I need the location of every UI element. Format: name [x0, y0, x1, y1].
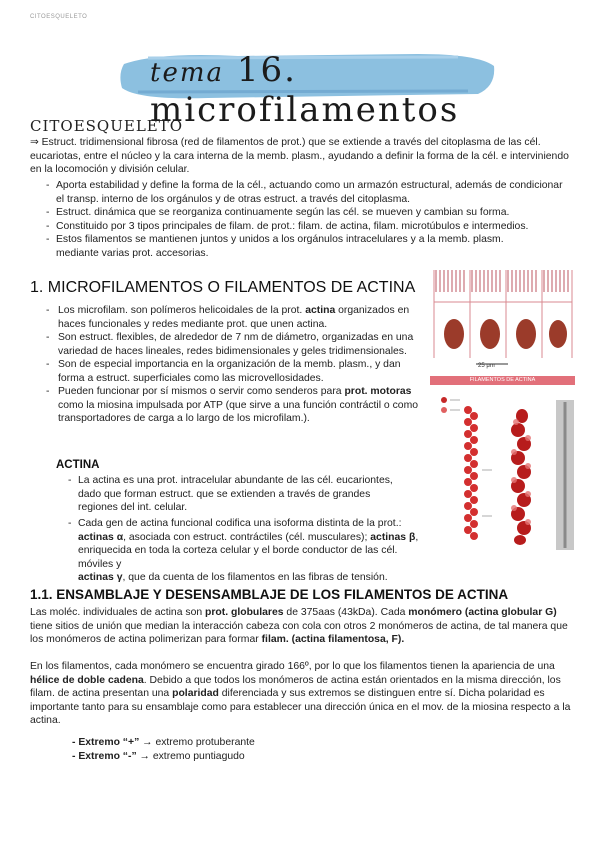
list-item-continued: actinas γ, que da cuenta de los filamentos en las fibras de tensión. [78, 572, 388, 583]
ensamblaje-paragraph-1: Las moléc. individuales de actina son prot. globulares de 375aas (43kDa). Cada monómero (actina globular G) tiene sitios de unión que median la interacción cabeza con cola con otros 2 monómeros de actina, de tal manera que los monómeros de actina polimerizan para formar filam. (actina filamentosa, F). [30, 607, 568, 645]
list-item: - Cada gen de actina funcional codifica una isoforma distinta de la prot.: actinas α, asociada con estruct. contráctiles (cél. musculares); actinas β, enriquecida en toda la corteza celular y el borde conductor de las cél. móviles y [68, 518, 419, 570]
section-title-ensamblaje: 1.1. ENSAMBLAJE Y DESENSAMBLAJE DE LOS FILAMENTOS DE ACTINA [30, 587, 509, 602]
ensamblaje-paragraph-2: En los filamentos, cada monómero se encuentra girado 166º, por lo que los filamentos tienen la apariencia de una hélice de doble cadena. Debido a que todos los monómeros de actina están orientados en la misma dirección, los filam. de actina presentan una polaridad diferenciada y sus extremos se distinguen entre sí. Dicha polaridad es importante tanto para su ensamblaje como para establecer una dirección única en el mov. de la miosina respecto a la actina. [30, 661, 571, 726]
microvilli-cells-image [430, 262, 575, 372]
page-title [150, 50, 600, 130]
citoesqueleto-bullet-list [46, 179, 566, 260]
actin-helix-image [438, 390, 578, 554]
list-item: - Estos filamentos se mantienen juntos y unidos a los orgánulos intracelulares y a la memb. plasm. mediante varias prot. accesorias. [46, 234, 504, 259]
list-item: - Son de especial importancia en la organización de la memb. plasm., y dan forma a estruct. superficiales como las microvellosidades. [46, 359, 401, 384]
list-item: - Son estruct. flexibles, de alrededor de 7 nm de diámetro, organizadas en una variedad de haces lineales, redes bidimensionales y geles tridimensionales. [46, 332, 414, 357]
nucleus-2 [480, 319, 500, 349]
list-item: - Estruct. dinámica que se reorganiza continuamente según las cél. se mueven y cambian su forma. [46, 207, 510, 218]
intro-paragraph: ⇒ Estruct. tridimensional fibrosa (red de filamentos de prot.) que se extiende a través del citoplasma de las cél. eucariotas, entre el núcleo y la cara interna de la memb. plasm., ayudando a definir la forma de la cél. e interviniendo en la locomoción y división celular. [30, 137, 569, 175]
microfilamentos-bullet-list [46, 304, 422, 426]
extremo-minus-line: - Extremo “-” → extremo puntiagudo [72, 751, 245, 762]
section-title-citoesqueleto: CITOESQUELETO [30, 117, 184, 135]
nucleus-4 [549, 320, 567, 348]
figure-caption: FILAMENTOS DE ACTINA [430, 376, 575, 385]
list-item: - La actina es una prot. intracelular abundante de las cél. eucariontes, dado que forman estruct. que se extienden a través de grandes regiones del int. celular. [68, 475, 393, 513]
subsection-title-actina: ACTINA [56, 459, 100, 471]
list-item: - Aporta estabilidad y define la forma de la cél., actuando como un armazón estructural, además de condicionar el transp. interno de los orgánulos y de otras estruct. a través del citoplasma. [46, 180, 563, 205]
scale-bar-label: 25 μm [478, 363, 495, 369]
list-item: - Constituido por 3 tipos principales de filam. de prot.: filam. de actina, filam. microtúbulos e intermedios. [46, 220, 529, 232]
title-prefix: tema [150, 58, 224, 88]
nucleus-1 [444, 319, 464, 349]
section-title-microfilamentos: 1. MICROFILAMENTOS O FILAMENTOS DE ACTINA [30, 279, 416, 296]
actina-bullet-list [68, 474, 408, 515]
list-item: - Pueden funcionar por sí mismos o servir como senderos para prot. motoras como la miosina impulsada por ATP (que sirve a una función contráctil o como transportadores de carga a lo largo de los microfilam.). [46, 386, 419, 424]
title-main: 16. microfilamentos [150, 50, 460, 130]
header-tag: CITOESQUELETO [30, 14, 88, 20]
extremo-plus-line: - Extremo “+” → extremo protuberante [72, 737, 255, 748]
list-item: - Los microfilam. son polímeros helicoidales de la prot. actina organizados en haces funcionales y redes mediante prot. que unen actina. [46, 305, 410, 330]
nucleus-3 [516, 319, 536, 349]
